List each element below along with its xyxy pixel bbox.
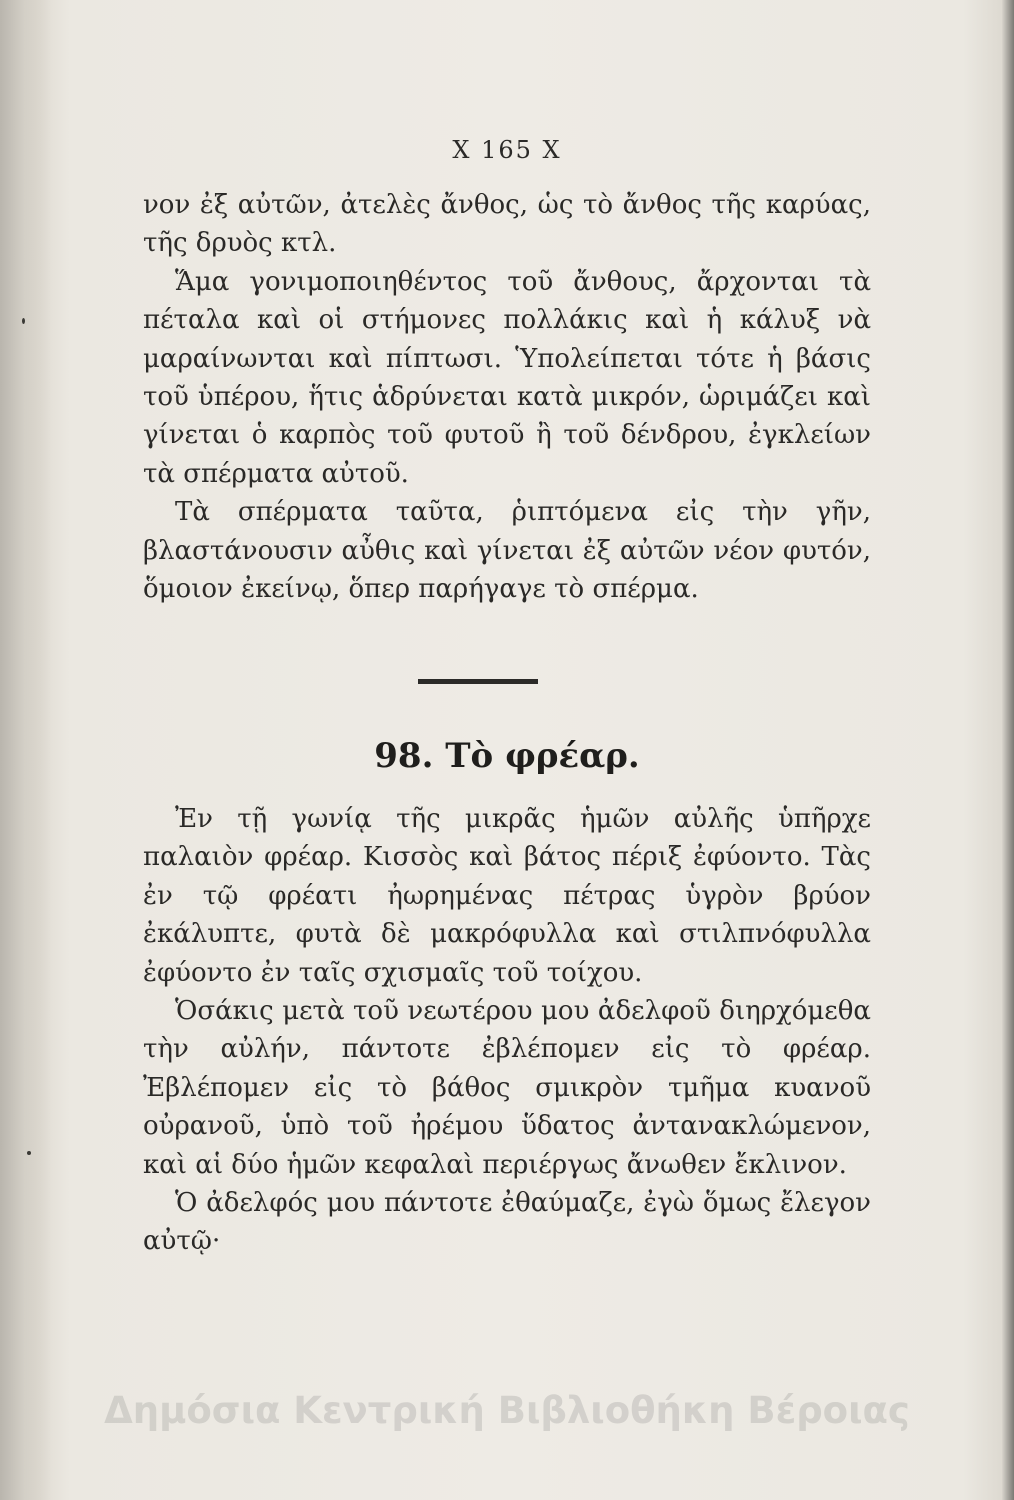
page-number: Χ 165 Χ — [452, 136, 562, 164]
section-divider — [418, 679, 538, 684]
paper-speck — [22, 318, 25, 324]
section-text — [143, 800, 871, 1261]
paper-speck — [27, 1151, 31, 1155]
paragraph: Ὁ ἀδελφός μου πάντοτε ἐθαύμαζε, ἐγὼ ὅμως ἔλεγον αὐτῷ· — [143, 1188, 871, 1257]
paragraph: Ἐν τῇ γωνίᾳ τῆς μικρᾶς ἡμῶν αὐλῆς ὑπῆρχε παλαιὸν φρέαρ. Κισσὸς καὶ βάτος πέριξ ἐφύοντο. Τὰς ἐν τῷ φρέατι ἠωρημένας πέτρας ὑγρὸν βρύον ἐκάλυπτε, φυτὰ δὲ μακρόφυλλα καὶ στιλπνόφυλλα ἐφύοντο ἐν ταῖς σχισμαῖς τοῦ τοίχου. — [143, 804, 871, 988]
paragraph: Ὁσάκις μετὰ τοῦ νεωτέρου μου ἀδελφοῦ διηρχόμεθα τὴν αὐλήν, πάντοτε ἐβλέπομεν εἰς τὸ φρέαρ. Ἐβλέπομεν εἰς τὸ βάθος σμικρὸν τμῆμα κυανοῦ οὐρανοῦ, ὑπὸ τοῦ ἠρέμου ὕδατος ἀντανακλώμενον, καὶ αἱ δύο ἡμῶν κεφαλαὶ περιέργως ἄνωθεν ἔκλινον. — [143, 996, 871, 1180]
section-heading: 98. Τὸ φρέαρ. — [374, 736, 640, 776]
paragraph: Τὰ σπέρματα ταῦτα, ῥιπτόμενα εἰς τὴν γῆν, βλαστάνουσιν αὖθις καὶ γίνεται ἐξ αὐτῶν νέον φυτόν, ὅμοιον ἐκείνῳ, ὅπερ παρήγαγε τὸ σπέρμα. — [143, 497, 871, 605]
paragraph: Ἅμα γονιμοποιηθέντος τοῦ ἄνθους, ἄρχονται τὰ πέταλα καὶ οἱ στήμονες πολλάκις καὶ ἡ κάλυξ νὰ μαραίνωνται καὶ πίπτωσι. Ὑπολείπεται τότε ἡ βάσις τοῦ ὑπέρου, ἥτις ἁδρύνεται κατὰ μικρόν, ὡριμάζει καὶ γίνεται ὁ καρπὸς τοῦ φυτοῦ ἢ τοῦ δένδρου, ἐγκλείων τὰ σπέρματα αὐτοῦ. — [143, 266, 871, 489]
continued-text — [143, 186, 871, 608]
library-watermark: Δημόσια Κεντρική Βιβλιοθήκη Βέροιας — [104, 1389, 910, 1432]
paragraph: νον ἐξ αὐτῶν, ἀτελὲς ἄνθος, ὡς τὸ ἄνθος τῆς καρύας, τῆς δρυὸς κτλ. — [143, 190, 871, 259]
